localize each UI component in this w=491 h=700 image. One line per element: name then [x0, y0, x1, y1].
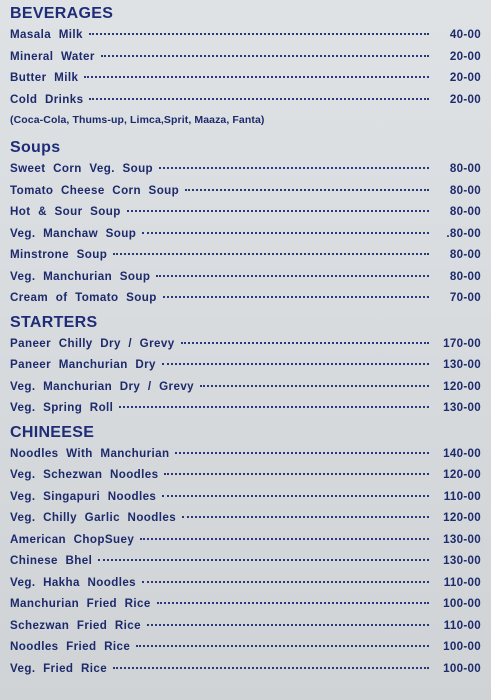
item-name: Noodles With Manchurian	[10, 446, 170, 460]
menu-item	[10, 550, 481, 572]
menu-section	[10, 313, 481, 419]
item-name: Manchurian Fried Rice	[10, 597, 151, 610]
section-title: Soups	[10, 139, 61, 156]
menu-item	[10, 46, 481, 68]
item-price: 100-00	[443, 597, 481, 610]
item-name: Noodles Fried Rice	[10, 640, 131, 653]
menu-item	[10, 529, 481, 551]
dot-leader	[159, 167, 429, 169]
item-name: Veg. Hakha Noodles	[10, 575, 137, 589]
dot-leader	[175, 452, 429, 454]
dot-leader	[89, 98, 429, 100]
menu-item	[10, 24, 481, 46]
menu-section	[10, 423, 481, 680]
item-name: Veg. Spring Roll	[10, 401, 114, 414]
item-name: Schezwan Fried Rice	[10, 618, 141, 632]
menu-item	[10, 443, 481, 465]
item-price: 110-00	[443, 575, 481, 589]
menu-item	[10, 397, 481, 419]
item-name: Veg. Manchurian Soup	[10, 269, 151, 283]
dot-leader	[156, 275, 429, 277]
menu-item	[10, 223, 481, 245]
dot-leader	[119, 406, 429, 408]
menu-item	[10, 507, 481, 529]
menu-item	[10, 486, 481, 508]
item-name: Cold Drinks	[10, 92, 84, 106]
menu-item	[10, 158, 481, 180]
item-name: Veg. Manchurian Dry / Grevy	[10, 379, 195, 393]
section-title: STARTERS	[10, 313, 98, 331]
item-name: Chinese Bhel	[10, 554, 93, 567]
dot-leader	[98, 559, 429, 561]
menu-item	[10, 287, 481, 309]
menu-item	[10, 658, 481, 680]
item-name: Paneer Manchurian Dry	[10, 358, 156, 371]
menu-item	[10, 333, 481, 355]
menu-item	[10, 636, 481, 658]
item-price: 80-00	[449, 248, 481, 261]
item-price: 80-00	[449, 162, 481, 175]
item-price: 170-00	[443, 336, 481, 350]
item-name: Veg. Singapuri Noodles	[10, 489, 157, 503]
menu-section	[10, 138, 481, 309]
item-name: Veg. Fried Rice	[10, 661, 108, 675]
item-name: Masala Milk	[10, 28, 83, 41]
dot-leader	[147, 624, 429, 626]
item-price: 80-00	[449, 183, 481, 197]
item-name: American ChopSuey	[10, 532, 135, 546]
dot-leader	[185, 189, 429, 191]
item-price: 130-00	[443, 554, 481, 567]
section-note: (Coca-Cola, Thums-up, Limca,Sprit, Maaza, Fanta)	[10, 114, 265, 126]
menu-section	[10, 4, 481, 130]
item-name: Cream of Tomato Soup	[10, 291, 157, 304]
menu-item	[10, 89, 481, 111]
item-name: Veg. Manchaw Soup	[10, 226, 137, 240]
item-price: 130-00	[443, 532, 481, 546]
dot-leader	[200, 385, 429, 387]
menu-item	[10, 180, 481, 202]
item-price: 120-00	[443, 379, 481, 393]
item-price: 110-00	[443, 489, 481, 503]
menu-item	[10, 615, 481, 637]
dot-leader	[163, 296, 429, 298]
item-name: Mineral Water	[10, 49, 95, 63]
dot-leader	[142, 232, 429, 234]
item-price: 40-00	[449, 28, 481, 41]
dot-leader	[113, 253, 429, 255]
dot-leader	[181, 342, 429, 344]
menu-item	[10, 464, 481, 486]
item-price: 110-00	[443, 618, 481, 632]
dot-leader	[157, 602, 429, 604]
item-price: 120-00	[443, 468, 481, 481]
item-name: Veg. Chilly Garlic Noodles	[10, 511, 177, 524]
item-name: Paneer Chilly Dry / Grevy	[10, 336, 175, 350]
item-price: 100-00	[443, 640, 481, 653]
dot-leader	[84, 76, 429, 78]
dot-leader	[142, 581, 429, 583]
item-price: 20-00	[449, 92, 481, 106]
item-name: Tomato Cheese Corn Soup	[10, 183, 180, 197]
item-price: 100-00	[443, 661, 481, 675]
dot-leader	[101, 55, 429, 57]
item-price: 20-00	[449, 71, 481, 84]
dot-leader	[89, 33, 429, 35]
dot-leader	[164, 473, 429, 475]
dot-leader	[113, 667, 429, 669]
dot-leader	[162, 495, 429, 497]
menu-item	[10, 376, 481, 398]
dot-leader	[182, 516, 429, 518]
item-name: Sweet Corn Veg. Soup	[10, 162, 154, 175]
item-name: Minstrone Soup	[10, 248, 108, 261]
section-title: BEVERAGES	[10, 5, 114, 22]
item-price: 120-00	[443, 511, 481, 524]
item-name: Veg. Schezwan Noodles	[10, 468, 159, 481]
section-title: CHINEESE	[10, 423, 95, 441]
item-name: Butter Milk	[10, 71, 79, 84]
dot-leader	[162, 363, 429, 365]
item-price: 80-00	[449, 205, 481, 218]
menu-list	[10, 4, 481, 679]
dot-leader	[127, 210, 429, 212]
item-price: 140-00	[443, 446, 481, 460]
menu-item	[10, 593, 481, 615]
item-price: 130-00	[443, 401, 481, 414]
item-price: .80-00	[446, 226, 481, 240]
menu-item	[10, 67, 481, 89]
item-price: 130-00	[443, 358, 481, 371]
dot-leader	[136, 645, 429, 647]
menu-item	[10, 354, 481, 376]
item-price: 80-00	[449, 269, 481, 283]
menu-item	[10, 266, 481, 288]
item-price: 20-00	[449, 49, 481, 63]
menu-item	[10, 201, 481, 223]
item-name: Hot & Sour Soup	[10, 205, 121, 218]
item-price: 70-00	[449, 291, 481, 304]
menu-item	[10, 572, 481, 594]
dot-leader	[140, 538, 429, 540]
menu-item	[10, 244, 481, 266]
